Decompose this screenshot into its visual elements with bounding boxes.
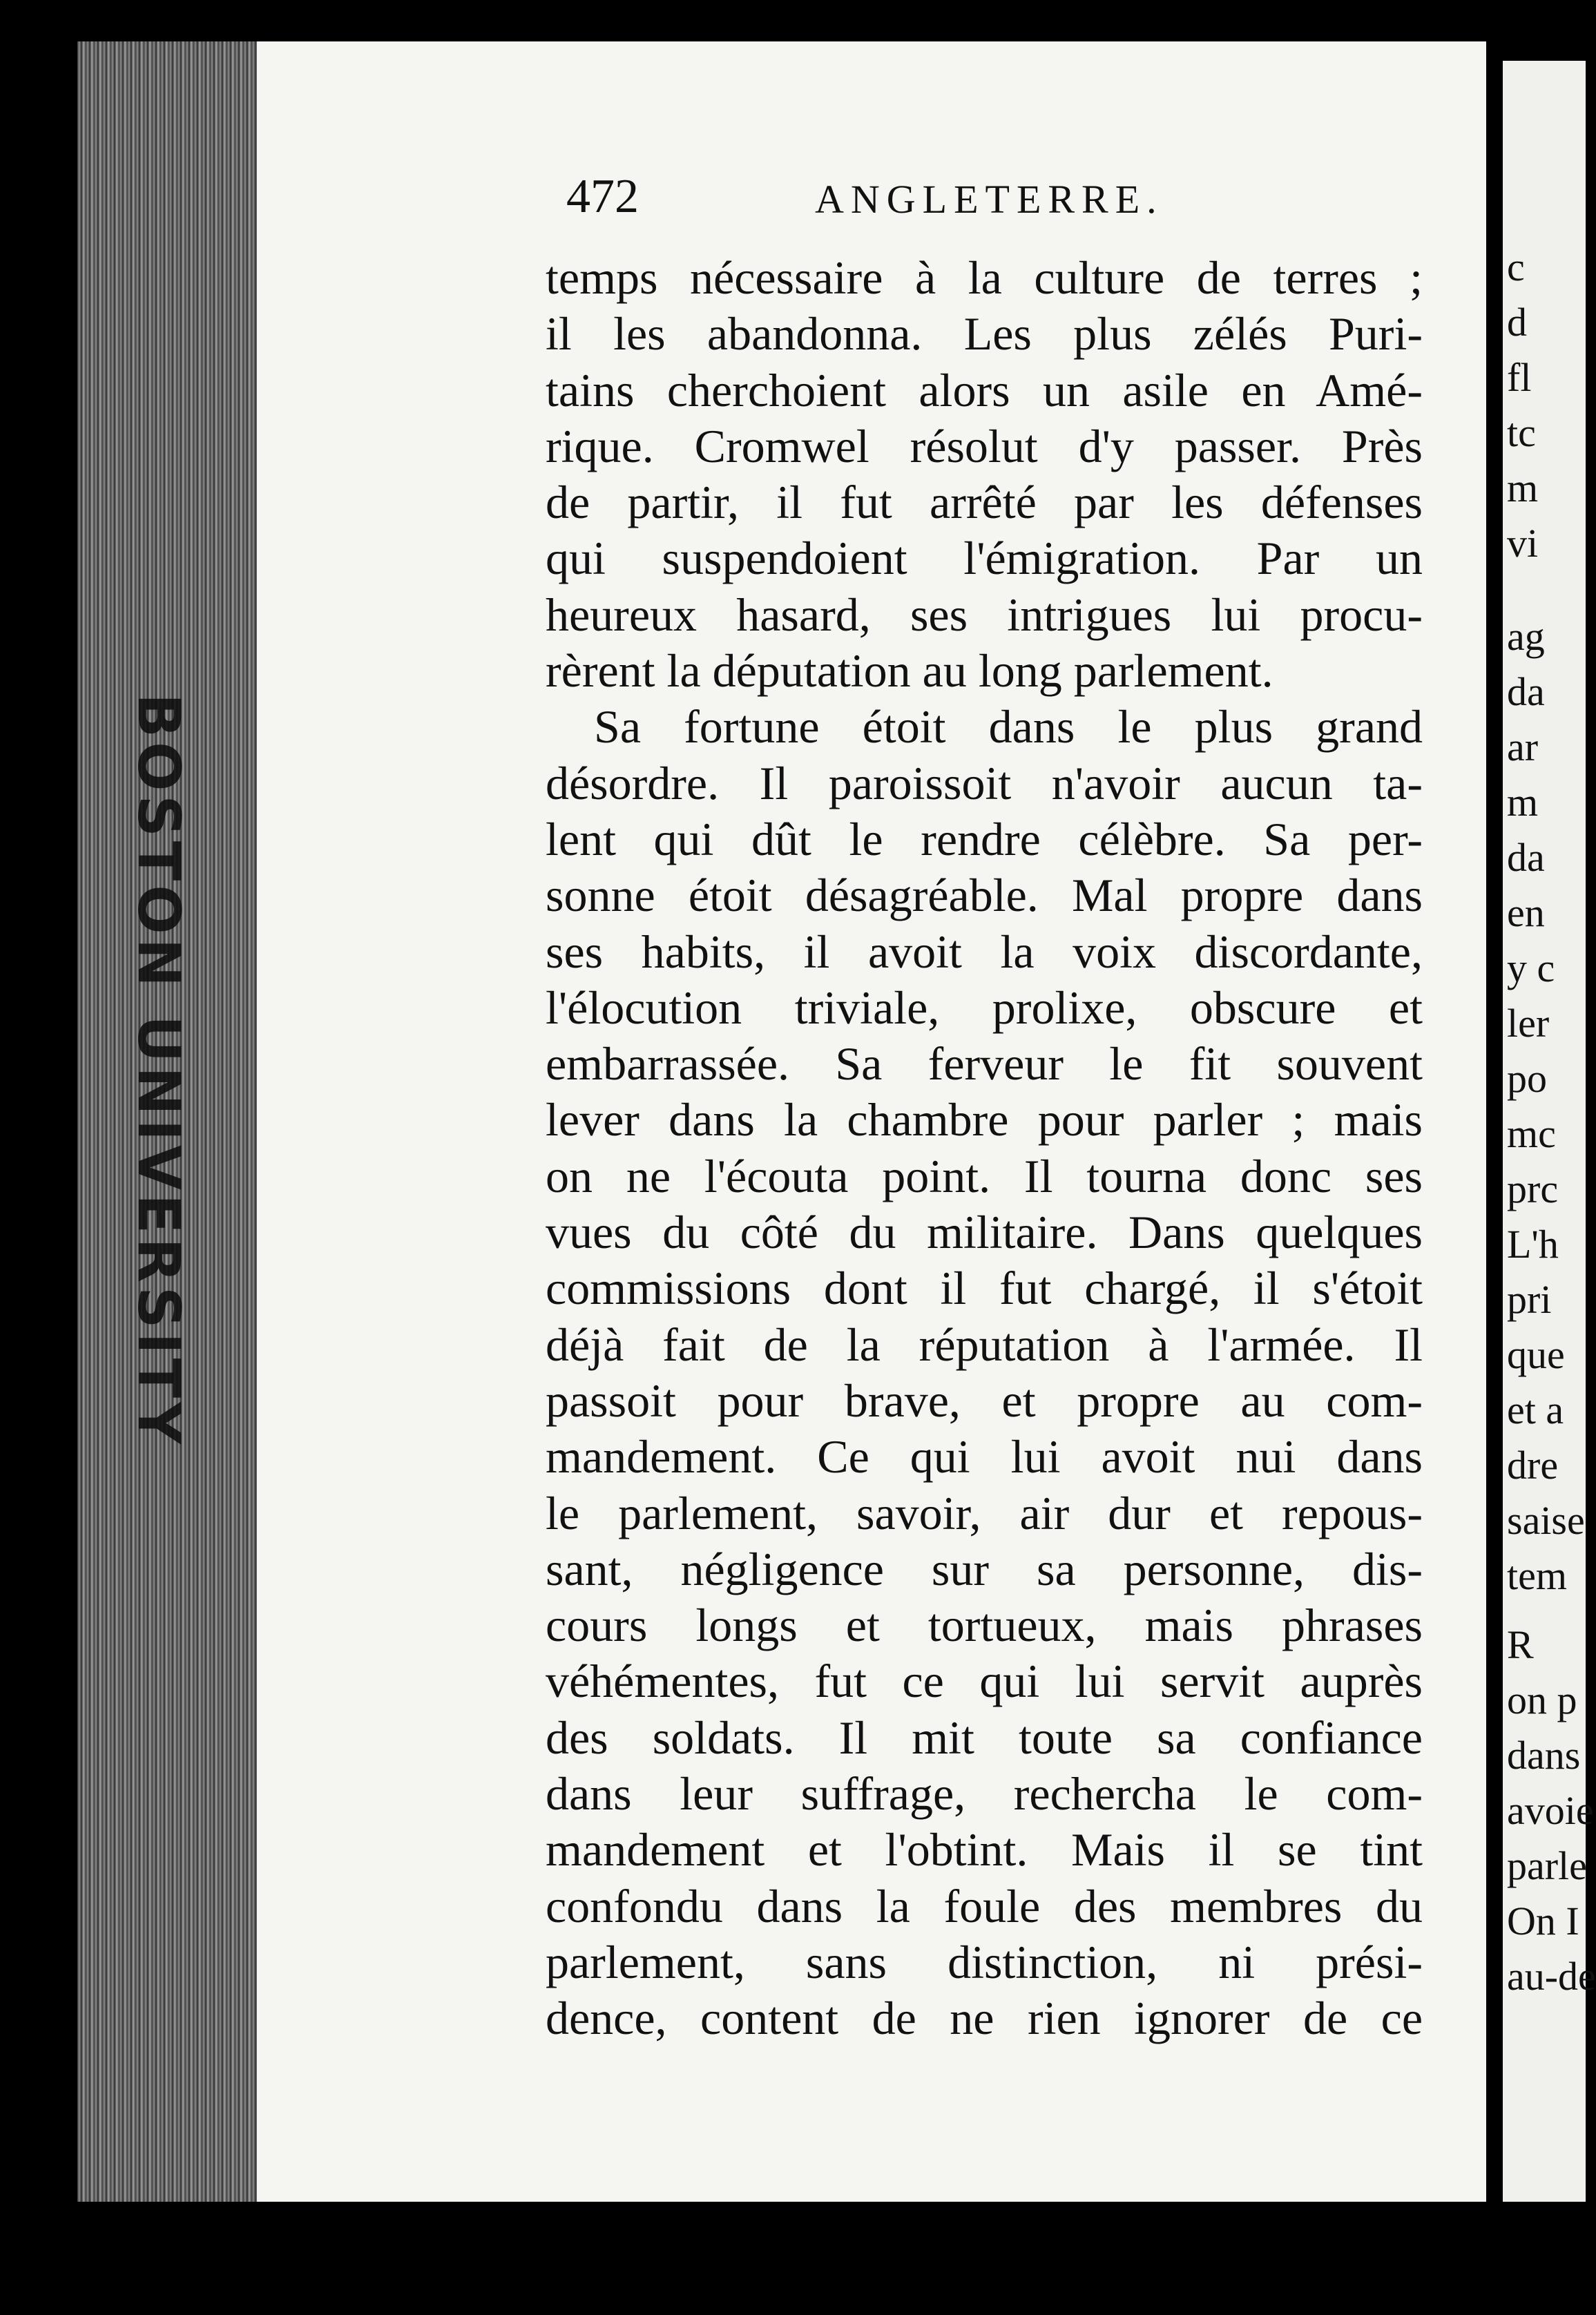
text-line: temps nécessaire à la culture de terres ; — [546, 251, 1423, 304]
text-line: l'élocution triviale, prolixe, obscure et — [546, 981, 1423, 1034]
text-line: Sa fortune étoit dans le plus grand — [594, 700, 1423, 753]
text-line: embarrassée. Sa ferveur le fit souvent — [546, 1037, 1423, 1091]
facing-page-fragment: avoie — [1507, 1788, 1594, 1833]
facing-page-fragment: po — [1507, 1056, 1547, 1101]
facing-page-fragment: on p — [1507, 1678, 1577, 1722]
facing-page-fragment: R — [1507, 1622, 1534, 1667]
text-line: mandement et l'obtint. Mais il se tint — [546, 1823, 1423, 1876]
facing-page-fragment: da — [1507, 669, 1545, 714]
running-head — [566, 169, 1436, 238]
text-line: rèrent la députation au long parlement. — [546, 644, 1273, 698]
body-text — [546, 250, 1423, 2047]
facing-page-fragment: dre — [1507, 1443, 1559, 1488]
text-line: ses habits, il avoit la voix discordante, — [546, 925, 1423, 978]
text-line: sant, négligence sur sa personne, dis- — [546, 1542, 1423, 1595]
page-number: 472 — [566, 170, 639, 223]
text-line: lent qui dût le rendre célèbre. Sa per- — [546, 812, 1423, 865]
facing-page-fragment: parle — [1507, 1843, 1587, 1888]
text-line: confondu dans la foule des membres du — [546, 1879, 1423, 1932]
facing-page-fragment: pri — [1507, 1277, 1552, 1322]
facing-page-fragment: saise — [1507, 1498, 1585, 1543]
text-line: dence, content de ne rien ignorer de ce — [546, 1992, 1423, 2045]
facing-page-fragment: fl — [1507, 355, 1532, 400]
facing-page-fragment: m — [1507, 780, 1539, 825]
facing-page-fragment: da — [1507, 835, 1545, 880]
facing-page-fragment: c — [1507, 244, 1525, 289]
facing-page-fragment: tem — [1507, 1553, 1567, 1598]
text-line: tains cherchoient alors un asile en Amé- — [546, 363, 1423, 416]
text-line: rique. Cromwel résolut d'y passer. Près — [546, 419, 1423, 472]
facing-page-fragment: que — [1507, 1332, 1565, 1377]
text-line: vues du côté du militaire. Dans quelques — [546, 1206, 1423, 1259]
text-line: véhémentes, fut ce qui lui servit auprès — [546, 1655, 1423, 1708]
text-line: le parlement, savoir, air dur et repous- — [546, 1486, 1423, 1539]
facing-page-fragment: mc — [1507, 1111, 1556, 1156]
facing-page-fragment: en — [1507, 890, 1545, 935]
facing-page-fragment: ler — [1507, 1001, 1550, 1046]
text-line: désordre. Il paroissoit n'avoir aucun ta- — [546, 756, 1423, 809]
facing-page-fragment: L'h — [1507, 1222, 1559, 1267]
text-line: sonne étoit désagréable. Mal propre dans — [546, 869, 1423, 922]
text-line: cours longs et tortueux, mais phrases — [546, 1599, 1423, 1652]
facing-page-fragment: d — [1507, 300, 1527, 345]
text-line: dans leur suffrage, rechercha le com- — [546, 1767, 1423, 1821]
text-line: commissions dont il fut chargé, il s'étoit — [546, 1262, 1423, 1315]
facing-page-fragment: au-de — [1507, 1954, 1596, 1999]
facing-page-fragment: vi — [1507, 521, 1539, 566]
text-line: des soldats. Il mit toute sa confiance — [546, 1711, 1423, 1764]
facing-page-fragment: ag — [1507, 614, 1545, 659]
text-line: il les abandonna. Les plus zélés Puri- — [546, 307, 1423, 361]
facing-page-fragment: y c — [1507, 945, 1555, 990]
facing-page-fragment: dans — [1507, 1733, 1581, 1778]
text-line: lever dans la chambre pour parler ; mais — [546, 1093, 1423, 1146]
facing-page-fragment: ar — [1507, 724, 1539, 769]
text-line: passoit pour brave, et propre au com- — [546, 1374, 1423, 1427]
text-line: déjà fait de la réputation à l'armée. Il — [546, 1318, 1423, 1371]
facing-page-fragment: m — [1507, 465, 1539, 510]
library-stamp: BOSTON UNIVERSITY — [125, 693, 193, 1448]
text-line: qui suspendoient l'émigration. Par un — [546, 532, 1423, 585]
text-line: de partir, il fut arrêté par les défenses — [546, 476, 1423, 529]
facing-page-fragment: On I — [1507, 1899, 1579, 1943]
running-head-title: ANGLETERRE. — [815, 177, 1164, 222]
text-line: parlement, sans distinction, ni prési- — [546, 1935, 1423, 1988]
facing-page-fragment: tc — [1507, 410, 1536, 455]
text-line: mandement. Ce qui lui avoit nui dans — [546, 1430, 1423, 1483]
facing-page-edge — [1503, 61, 1596, 2202]
text-line: on ne l'écouta point. Il tourna donc ses — [546, 1149, 1423, 1202]
facing-page-fragment: et a — [1507, 1387, 1564, 1432]
text-line: heureux hasard, ses intrigues lui procu- — [546, 588, 1423, 641]
facing-page-fragment: prc — [1507, 1166, 1559, 1211]
